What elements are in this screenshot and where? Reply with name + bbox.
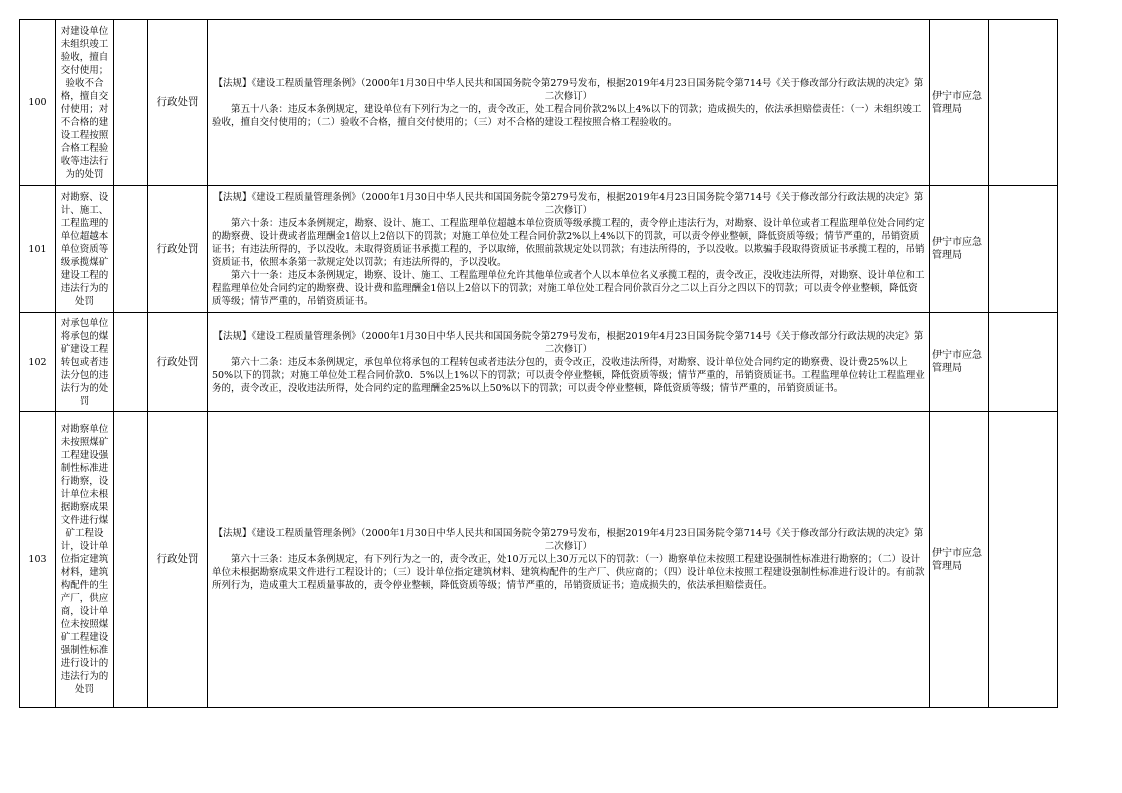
law-citation: 【法规】《建设工程质量管理条例》（2000年1月30日中华人民共和国国务院令第279号发布，根据2019年4月23日国务院令第714号《关于修改部分行政法规的决定》第二次修订） xyxy=(213,77,924,102)
law-citation: 【法规】《建设工程质量管理条例》（2000年1月30日中华人民共和国国务院令第279号发布，根据2019年4月23日国务院令第714号《关于修改部分行政法规的决定》第二次修订） xyxy=(213,191,924,216)
penalty-type: 行政处罚 xyxy=(148,412,208,708)
legal-basis xyxy=(208,20,930,186)
department: 伊宁市应急管理局 xyxy=(930,186,989,313)
blank-cell xyxy=(989,412,1058,708)
blank-cell xyxy=(114,313,148,412)
blank-cell xyxy=(114,186,148,313)
article-text: 第五十八条：违反本条例规定，建设单位有下列行为之一的，责令改正，处工程合同价款2%以上4%以下的罚款；造成损失的，依法承担赔偿责任：（一）未组织竣工验收，擅自交付使用的；（二）验收不合格，擅自交付使用的；（三）对不合格的建设工程按照合格工程验收的。 xyxy=(212,103,922,128)
article-text: 第六十三条：违反本条例规定，有下列行为之一的，责令改正，处10万元以上30万元以下的罚款：（一）勘察单位未按照工程建设强制性标准进行勘察的；（二）设计单位未根据勘察成果文件进行工程设计的；（三）设计单位指定建筑材料、建筑构配件的生产厂、供应商的；（四）设计单位未按照工程建设强制性标准进行设计的。有前款所列行为，造成重大工程质量事故的，责令停业整顿，降低资质等级；情节严重的，吊销资质证书；造成损失的，依法承担赔偿责任。 xyxy=(212,554,925,591)
legal-basis xyxy=(208,313,930,412)
department: 伊宁市应急管理局 xyxy=(930,20,989,186)
row-number: 103 xyxy=(20,412,56,708)
legal-basis xyxy=(208,412,930,708)
penalty-type: 行政处罚 xyxy=(148,186,208,313)
blank-cell xyxy=(989,186,1058,313)
penalty-item: 对建设单位未组织竣工验收，擅自交付使用；验收不合格，擅自交付使用；对不合格的建设工程按照合格工程验收等违法行为的处罚 xyxy=(56,20,114,186)
table-row xyxy=(20,20,1058,186)
blank-cell xyxy=(114,412,148,708)
blank-cell xyxy=(989,313,1058,412)
penalty-item: 对勘察单位未按照煤矿工程建设强制性标准进行勘察，设计单位未根据勘察成果文件进行煤矿工程设计，设计单位指定建筑材料，建筑构配件的生产厂，供应商，设计单位未按照煤矿工程建设强制性标准进行设计的违法行为的处罚 xyxy=(56,412,114,708)
blank-cell xyxy=(989,20,1058,186)
penalty-type: 行政处罚 xyxy=(148,313,208,412)
penalty-table xyxy=(19,19,1058,708)
article-text: 第六十条：违反本条例规定，勘察、设计、施工、工程监理单位超越本单位资质等级承揽工程的，责令停止违法行为，对勘察、设计单位或者工程监理单位处合同约定的勘察费、设计费或者监理酬金1倍以上2倍以下的罚款；对施工单位处工程合同价款2%以上4%以下的罚款，可以责令停业整顿，降低资质等级；情节严重的，吊销资质证书；有违法所得的，予以没收。未取得资质证书承揽工程的，予以取缔，依照前款规定处以罚款；有违法所得的，予以没收。以欺骗手段取得资质证书承揽工程的，吊销资质证书，依照本条第一款规定处以罚款；有违法所得的，予以没收。 xyxy=(212,217,925,268)
article-text: 第六十二条：违反本条例规定，承包单位将承包的工程转包或者违法分包的，责令改正，没收违法所得，对勘察、设计单位处合同约定的勘察费、设计费25%以上50%以下的罚款；对施工单位处工程合同价款0．5%以上1%以下的罚款；可以责令停业整顿，降低资质等级；情节严重的，吊销资质证书。工程监理单位转让工程监理业务的，责令改正，没收违法所得，处合同约定的监理酬金25%以上50%以下的罚款；可以责令停业整顿，降低资质等级；情节严重的，吊销资质证书。 xyxy=(212,356,925,394)
table-row xyxy=(20,186,1058,313)
table-row xyxy=(20,412,1058,708)
table-row xyxy=(20,313,1058,412)
penalty-item: 对承包单位将承包的煤矿建设工程转包或者违法分包的违法行为的处罚 xyxy=(56,313,114,412)
blank-cell xyxy=(114,20,148,186)
penalty-type: 行政处罚 xyxy=(148,20,208,186)
penalty-item: 对勘察、设计、施工、工程监理的单位超越本单位资质等级承揽煤矿建设工程的违法行为的处罚 xyxy=(56,186,114,313)
department: 伊宁市应急管理局 xyxy=(930,313,989,412)
row-number: 100 xyxy=(20,20,56,186)
law-citation: 【法规】《建设工程质量管理条例》（2000年1月30日中华人民共和国国务院令第279号发布，根据2019年4月23日国务院令第714号《关于修改部分行政法规的决定》第二次修订） xyxy=(213,330,924,355)
row-number: 102 xyxy=(20,313,56,412)
row-number: 101 xyxy=(20,186,56,313)
department: 伊宁市应急管理局 xyxy=(930,412,989,708)
legal-basis xyxy=(208,186,930,313)
law-citation: 【法规】《建设工程质量管理条例》（2000年1月30日中华人民共和国国务院令第279号发布，根据2019年4月23日国务院令第714号《关于修改部分行政法规的决定》第二次修订） xyxy=(213,528,924,552)
article-text: 第六十一条：违反本条例规定，勘察、设计、施工、工程监理单位允许其他单位或者个人以本单位名义承揽工程的，责令改正，没收违法所得，对勘察、设计单位和工程监理单位处合同约定的勘察费、设计费和监理酬金1倍以上2倍以下的罚款；对施工单位处工程合同价款百分之二以上百分之四以下的罚款；可以责令停业整顿，降低资质等级；情节严重的，吊销资质证书。 xyxy=(212,269,925,307)
